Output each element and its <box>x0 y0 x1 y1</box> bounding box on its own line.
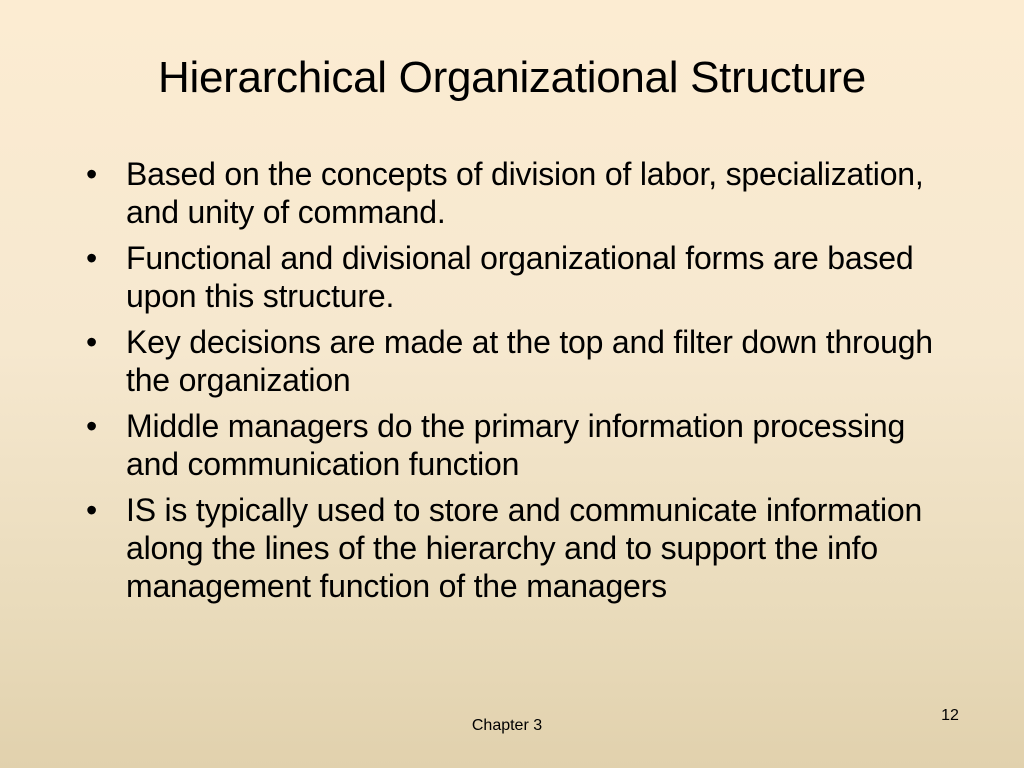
bullet-text: Key decisions are made at the top and filter down through the organization <box>126 324 933 398</box>
bullet-item <box>82 155 962 231</box>
bullet-icon: • <box>86 324 98 360</box>
bullet-item <box>82 323 962 399</box>
slide-title: Hierarchical Organizational Structure <box>158 53 866 102</box>
bullet-text: Based on the concepts of division of labor, specialization, and unity of command. <box>126 156 924 230</box>
bullet-icon: • <box>86 408 98 444</box>
bullet-icon: • <box>86 156 98 192</box>
bullet-item <box>82 407 962 483</box>
bullet-text: IS is typically used to store and communicate information along the lines of the hierarchy and to support the info management function of the managers <box>126 492 923 604</box>
footer-chapter: Chapter 3 <box>471 717 543 734</box>
bullet-text: Middle managers do the primary information processing and communication function <box>126 408 906 482</box>
bullet-icon: • <box>86 240 98 276</box>
bullet-text: Functional and divisional organizational forms are based upon this structure. <box>126 240 914 314</box>
bullet-item <box>82 491 962 605</box>
page-number: 12 <box>941 707 959 724</box>
bullet-item <box>82 239 962 315</box>
bullet-list <box>82 155 962 613</box>
bullet-icon: • <box>86 492 98 528</box>
